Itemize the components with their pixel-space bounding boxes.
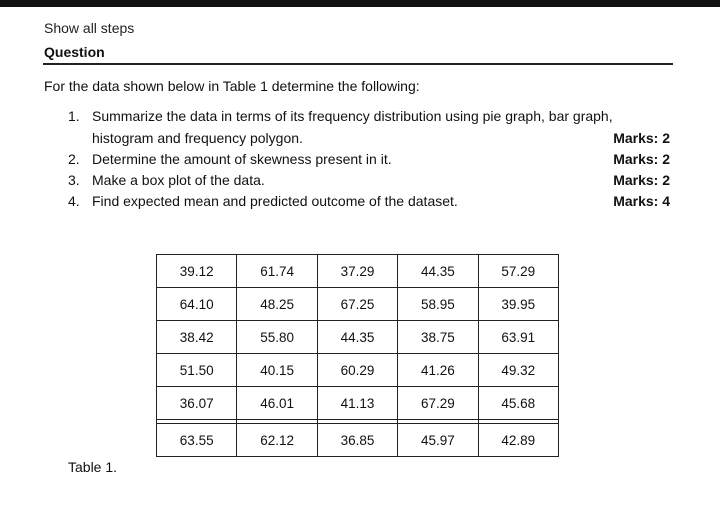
table-cell: 67.29 — [398, 387, 478, 420]
table-cell: 39.12 — [157, 255, 237, 288]
table-row — [157, 387, 559, 420]
task-number: 2. — [68, 151, 80, 167]
heading-divider — [43, 63, 673, 65]
table-cell: 64.10 — [157, 288, 237, 321]
table-cell: 36.07 — [157, 387, 237, 420]
task-text: Determine the amount of skewness present in it. — [92, 151, 392, 167]
task-marks: Marks: 2 — [613, 172, 670, 188]
top-border-bar — [0, 0, 720, 7]
table-row — [157, 288, 559, 321]
table-cell: 41.26 — [398, 354, 478, 387]
table-row — [157, 321, 559, 354]
table-row — [157, 424, 559, 457]
table-cell: 45.68 — [478, 387, 558, 420]
table-cell: 37.29 — [317, 255, 397, 288]
table-cell: 44.35 — [398, 255, 478, 288]
task-marks: Marks: 4 — [613, 193, 670, 209]
table-cell: 38.42 — [157, 321, 237, 354]
table-cell: 61.74 — [237, 255, 317, 288]
table-caption: Table 1. — [68, 459, 118, 475]
intro-text: For the data shown below in Table 1 determine the following: — [44, 78, 420, 94]
task-text: Make a box plot of the data. — [92, 172, 265, 188]
table-cell: 60.29 — [317, 354, 397, 387]
task-number: 3. — [68, 172, 80, 188]
task-text-continued: histogram and frequency polygon. — [92, 130, 303, 146]
table-cell: 41.13 — [317, 387, 397, 420]
task-marks: Marks: 2 — [613, 130, 670, 146]
table-cell: 57.29 — [478, 255, 558, 288]
table-cell: 62.12 — [237, 424, 317, 457]
table-cell: 45.97 — [398, 424, 478, 457]
table-cell: 36.85 — [317, 424, 397, 457]
data-table — [156, 254, 559, 457]
task-text: Summarize the data in terms of its frequency distribution using pie graph, bar graph, — [92, 108, 613, 124]
table-cell: 48.25 — [237, 288, 317, 321]
table-row — [157, 255, 559, 288]
task-number: 4. — [68, 193, 80, 209]
show-all-steps-label: Show all steps — [44, 20, 135, 36]
table-cell: 55.80 — [237, 321, 317, 354]
table-cell: 40.15 — [237, 354, 317, 387]
table-cell: 39.95 — [478, 288, 558, 321]
table-cell: 49.32 — [478, 354, 558, 387]
table-cell: 58.95 — [398, 288, 478, 321]
table-cell: 38.75 — [398, 321, 478, 354]
table-cell: 46.01 — [237, 387, 317, 420]
table-row — [157, 354, 559, 387]
table-cell: 42.89 — [478, 424, 558, 457]
task-number: 1. — [68, 108, 80, 124]
table-cell: 67.25 — [317, 288, 397, 321]
question-heading: Question — [44, 44, 105, 60]
task-text: Find expected mean and predicted outcome of the dataset. — [92, 193, 458, 209]
task-marks: Marks: 2 — [613, 151, 670, 167]
table-cell: 51.50 — [157, 354, 237, 387]
table-cell: 63.91 — [478, 321, 558, 354]
table-cell: 44.35 — [317, 321, 397, 354]
table-cell: 63.55 — [157, 424, 237, 457]
